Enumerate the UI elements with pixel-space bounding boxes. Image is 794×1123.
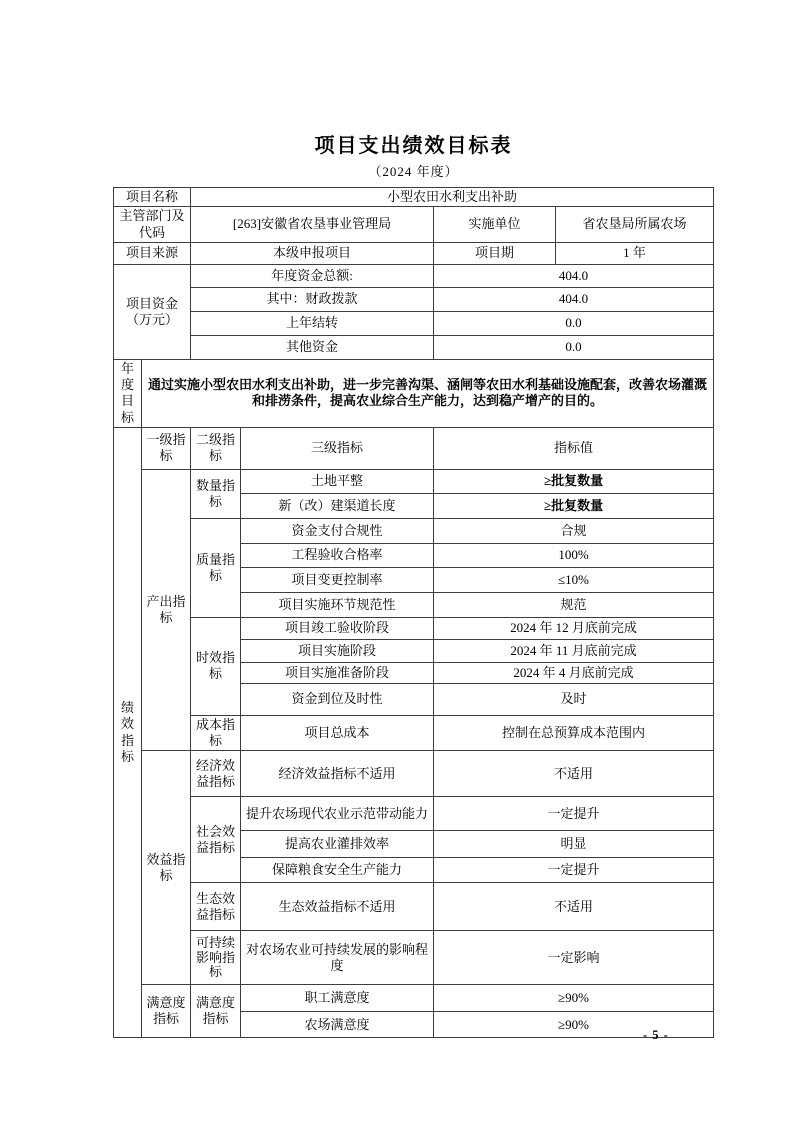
table-row: [114, 931, 714, 985]
value-cell: ≥90%: [434, 985, 714, 1012]
table-row: [114, 188, 714, 207]
l2-ecological-cell: 生态效益指标: [191, 883, 241, 931]
value-cell: 2024 年 12 月底前完成: [434, 617, 714, 639]
page-number: - 5 -: [643, 1028, 669, 1042]
performance-target-table: [113, 187, 714, 1038]
l3-cell: 土地平整: [241, 469, 434, 493]
value-cell: 一定提升: [434, 797, 714, 831]
l3-cell: 项目竣工验收阶段: [241, 617, 434, 639]
annual-goal-label-cell: 年度目标: [114, 359, 142, 427]
l3-cell: 资金到位及时性: [241, 683, 434, 715]
fund-item-name-cell: 年度资金总额:: [191, 264, 434, 287]
l3-cell: 项目实施准备阶段: [241, 662, 434, 683]
fund-item-value-cell: 404.0: [434, 287, 714, 311]
value-cell: ≥批复数量: [434, 469, 714, 493]
value-cell: 一定影响: [434, 931, 714, 985]
table-row: [114, 715, 714, 751]
l3-cell: 项目变更控制率: [241, 567, 434, 592]
value-cell: ≤10%: [434, 567, 714, 592]
l3-cell: 生态效益指标不适用: [241, 883, 434, 931]
project-name-value-cell: 小型农田水利支出补助: [191, 188, 714, 207]
l1-benefit-cell: 效益指标: [142, 751, 191, 985]
fund-item-name-cell: 其他资金: [191, 335, 434, 359]
value-cell: 明显: [434, 831, 714, 858]
l3-cell: 职工满意度: [241, 985, 434, 1012]
l3-cell: 农场满意度: [241, 1012, 434, 1038]
value-cell: 不适用: [434, 751, 714, 797]
table-row: [114, 311, 714, 335]
l3-cell: 资金支付合规性: [241, 518, 434, 543]
value-cell: 控制在总预算成本范围内: [434, 715, 714, 751]
impl-unit-value-cell: 省农垦局所属农场: [556, 207, 714, 243]
project-name-label-cell: 项目名称: [114, 188, 191, 207]
l2-sustain-cell: 可持续影响指标: [191, 931, 241, 985]
table-row: [114, 617, 714, 639]
document-sheet: [113, 0, 714, 1038]
l2-economic-cell: 经济效益指标: [191, 751, 241, 797]
page-subtitle: （2024 年度）: [368, 164, 459, 179]
funds-label-cell: 项目资金（万元）: [114, 264, 191, 359]
value-cell: ≥批复数量: [434, 493, 714, 518]
l3-cell: 对农场农业可持续发展的影响程度: [241, 931, 434, 985]
table-row: [114, 207, 714, 243]
table-row: [114, 359, 714, 427]
period-value-cell: 1 年: [556, 242, 714, 264]
table-row: [114, 518, 714, 543]
l2-time-cell: 时效指标: [191, 617, 241, 715]
value-cell: 不适用: [434, 883, 714, 931]
fund-item-name-cell: 其中：财政拨款: [191, 287, 434, 311]
table-row: [114, 287, 714, 311]
table-row: [114, 427, 714, 469]
period-label-cell: 项目期: [434, 242, 556, 264]
performance-indicator-side-label-cell: 绩效指标: [114, 427, 142, 1038]
fund-item-value-cell: 404.0: [434, 264, 714, 287]
table-row: [114, 469, 714, 493]
value-cell: ≥90%: [434, 1012, 714, 1038]
source-value-cell: 本级申报项目: [191, 242, 434, 264]
l2-social-cell: 社会效益指标: [191, 797, 241, 883]
impl-unit-label-cell: 实施单位: [434, 207, 556, 243]
annual-goal-text-cell: 通过实施小型农田水利支出补助，进一步完善沟渠、涵闸等农田水利基础设施配套，改善农场灌溉和排涝条件，提高农业综合生产能力，达到稳产增产的目的。: [142, 359, 714, 427]
dept-value-cell: [263]安徽省农垦事业管理局: [191, 207, 434, 243]
l2-quality-cell: 质量指标: [191, 518, 241, 617]
l3-cell: 提升农场现代农业示范带动能力: [241, 797, 434, 831]
fund-item-value-cell: 0.0: [434, 311, 714, 335]
l1-output-cell: 产出指标: [142, 469, 191, 751]
l3-cell: 工程验收合格率: [241, 543, 434, 567]
fund-item-name-cell: 上年结转: [191, 311, 434, 335]
header-l2-cell: 二级指标: [191, 427, 241, 469]
l3-cell: 提高农业灌排效率: [241, 831, 434, 858]
header-l1-cell: 一级指标: [142, 427, 191, 469]
l3-cell: 项目实施环节规范性: [241, 592, 434, 617]
source-label-cell: 项目来源: [114, 242, 191, 264]
dept-label-cell: 主管部门及代码: [114, 207, 191, 243]
value-cell: 2024 年 4 月底前完成: [434, 662, 714, 683]
value-cell: 2024 年 11 月底前完成: [434, 639, 714, 662]
l2-quantity-cell: 数量指标: [191, 469, 241, 518]
l3-cell: 项目实施阶段: [241, 639, 434, 662]
value-cell: 及时: [434, 683, 714, 715]
value-cell: 一定提升: [434, 858, 714, 883]
table-row: [114, 335, 714, 359]
table-row: [114, 985, 714, 1012]
table-row: [114, 883, 714, 931]
fund-item-value-cell: 0.0: [434, 335, 714, 359]
l2-cost-cell: 成本指标: [191, 715, 241, 751]
table-row: [114, 242, 714, 264]
value-cell: 100%: [434, 543, 714, 567]
page-title: 项目支出绩效目标表: [314, 135, 513, 157]
header-value-cell: 指标值: [434, 427, 714, 469]
header-l3-cell: 三级指标: [241, 427, 434, 469]
table-row: [114, 797, 714, 831]
table-row: [114, 751, 714, 797]
l3-cell: 保障粮食安全生产能力: [241, 858, 434, 883]
l3-cell: 项目总成本: [241, 715, 434, 751]
value-cell: 规范: [434, 592, 714, 617]
l2-satisfaction-cell: 满意度指标: [191, 985, 241, 1038]
l3-cell: 新（改）建渠道长度: [241, 493, 434, 518]
value-cell: 合规: [434, 518, 714, 543]
table-row: [114, 264, 714, 287]
l3-cell: 经济效益指标不适用: [241, 751, 434, 797]
l1-satisfaction-cell: 满意度指标: [142, 985, 191, 1038]
